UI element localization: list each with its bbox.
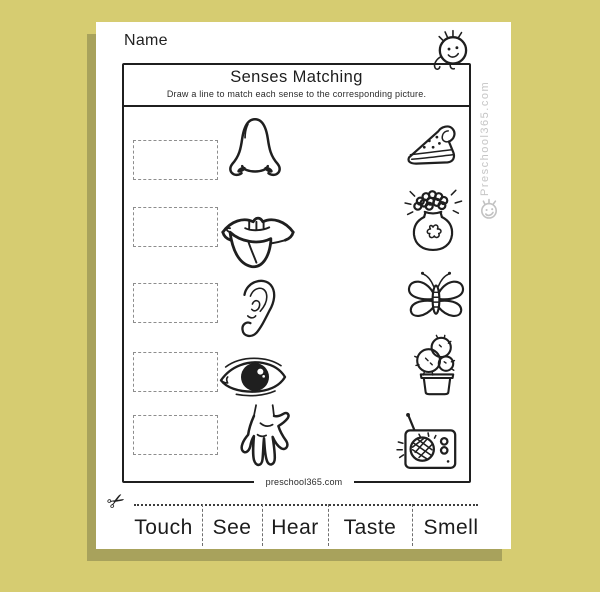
worksheet-instructions: Draw a line to match each sense to the corresponding picture.	[166, 89, 427, 99]
watermark-text: Preschool365.com	[479, 80, 491, 196]
cut-label-smell: Smell	[423, 516, 479, 539]
nose-icon	[223, 115, 287, 186]
cut-label-hear: Hear	[271, 516, 319, 539]
peeking-kid-doodle-icon	[428, 28, 474, 78]
answer-box-5	[133, 415, 218, 455]
cut-line	[134, 504, 478, 506]
footer-url: preschool365.com	[254, 477, 354, 487]
worksheet-frame	[122, 63, 471, 487]
answer-box-3	[133, 283, 218, 323]
mouth-tongue-icon	[215, 205, 301, 269]
eye-icon	[216, 351, 290, 399]
answer-box-2	[133, 207, 218, 247]
worksheet-title: Senses Matching	[230, 68, 363, 86]
cut-label-taste: Taste	[343, 516, 397, 539]
worksheet-page	[96, 22, 511, 549]
cactus-icon	[410, 329, 464, 397]
answer-box-4	[133, 352, 218, 392]
worksheet-header	[124, 65, 469, 107]
preschool365-logo-icon	[477, 198, 501, 222]
flower-vase-icon	[401, 184, 465, 255]
hand-icon	[231, 403, 297, 475]
scissors-icon: ✂	[103, 487, 130, 516]
butterfly-icon	[404, 269, 468, 323]
cut-label-touch: Touch	[134, 516, 193, 539]
name-label: Name	[124, 32, 168, 49]
cut-label-see: See	[212, 516, 252, 539]
radio-icon	[393, 411, 467, 473]
answer-box-1	[133, 140, 218, 180]
cake-slice-icon	[403, 122, 467, 180]
ear-icon	[232, 275, 278, 341]
